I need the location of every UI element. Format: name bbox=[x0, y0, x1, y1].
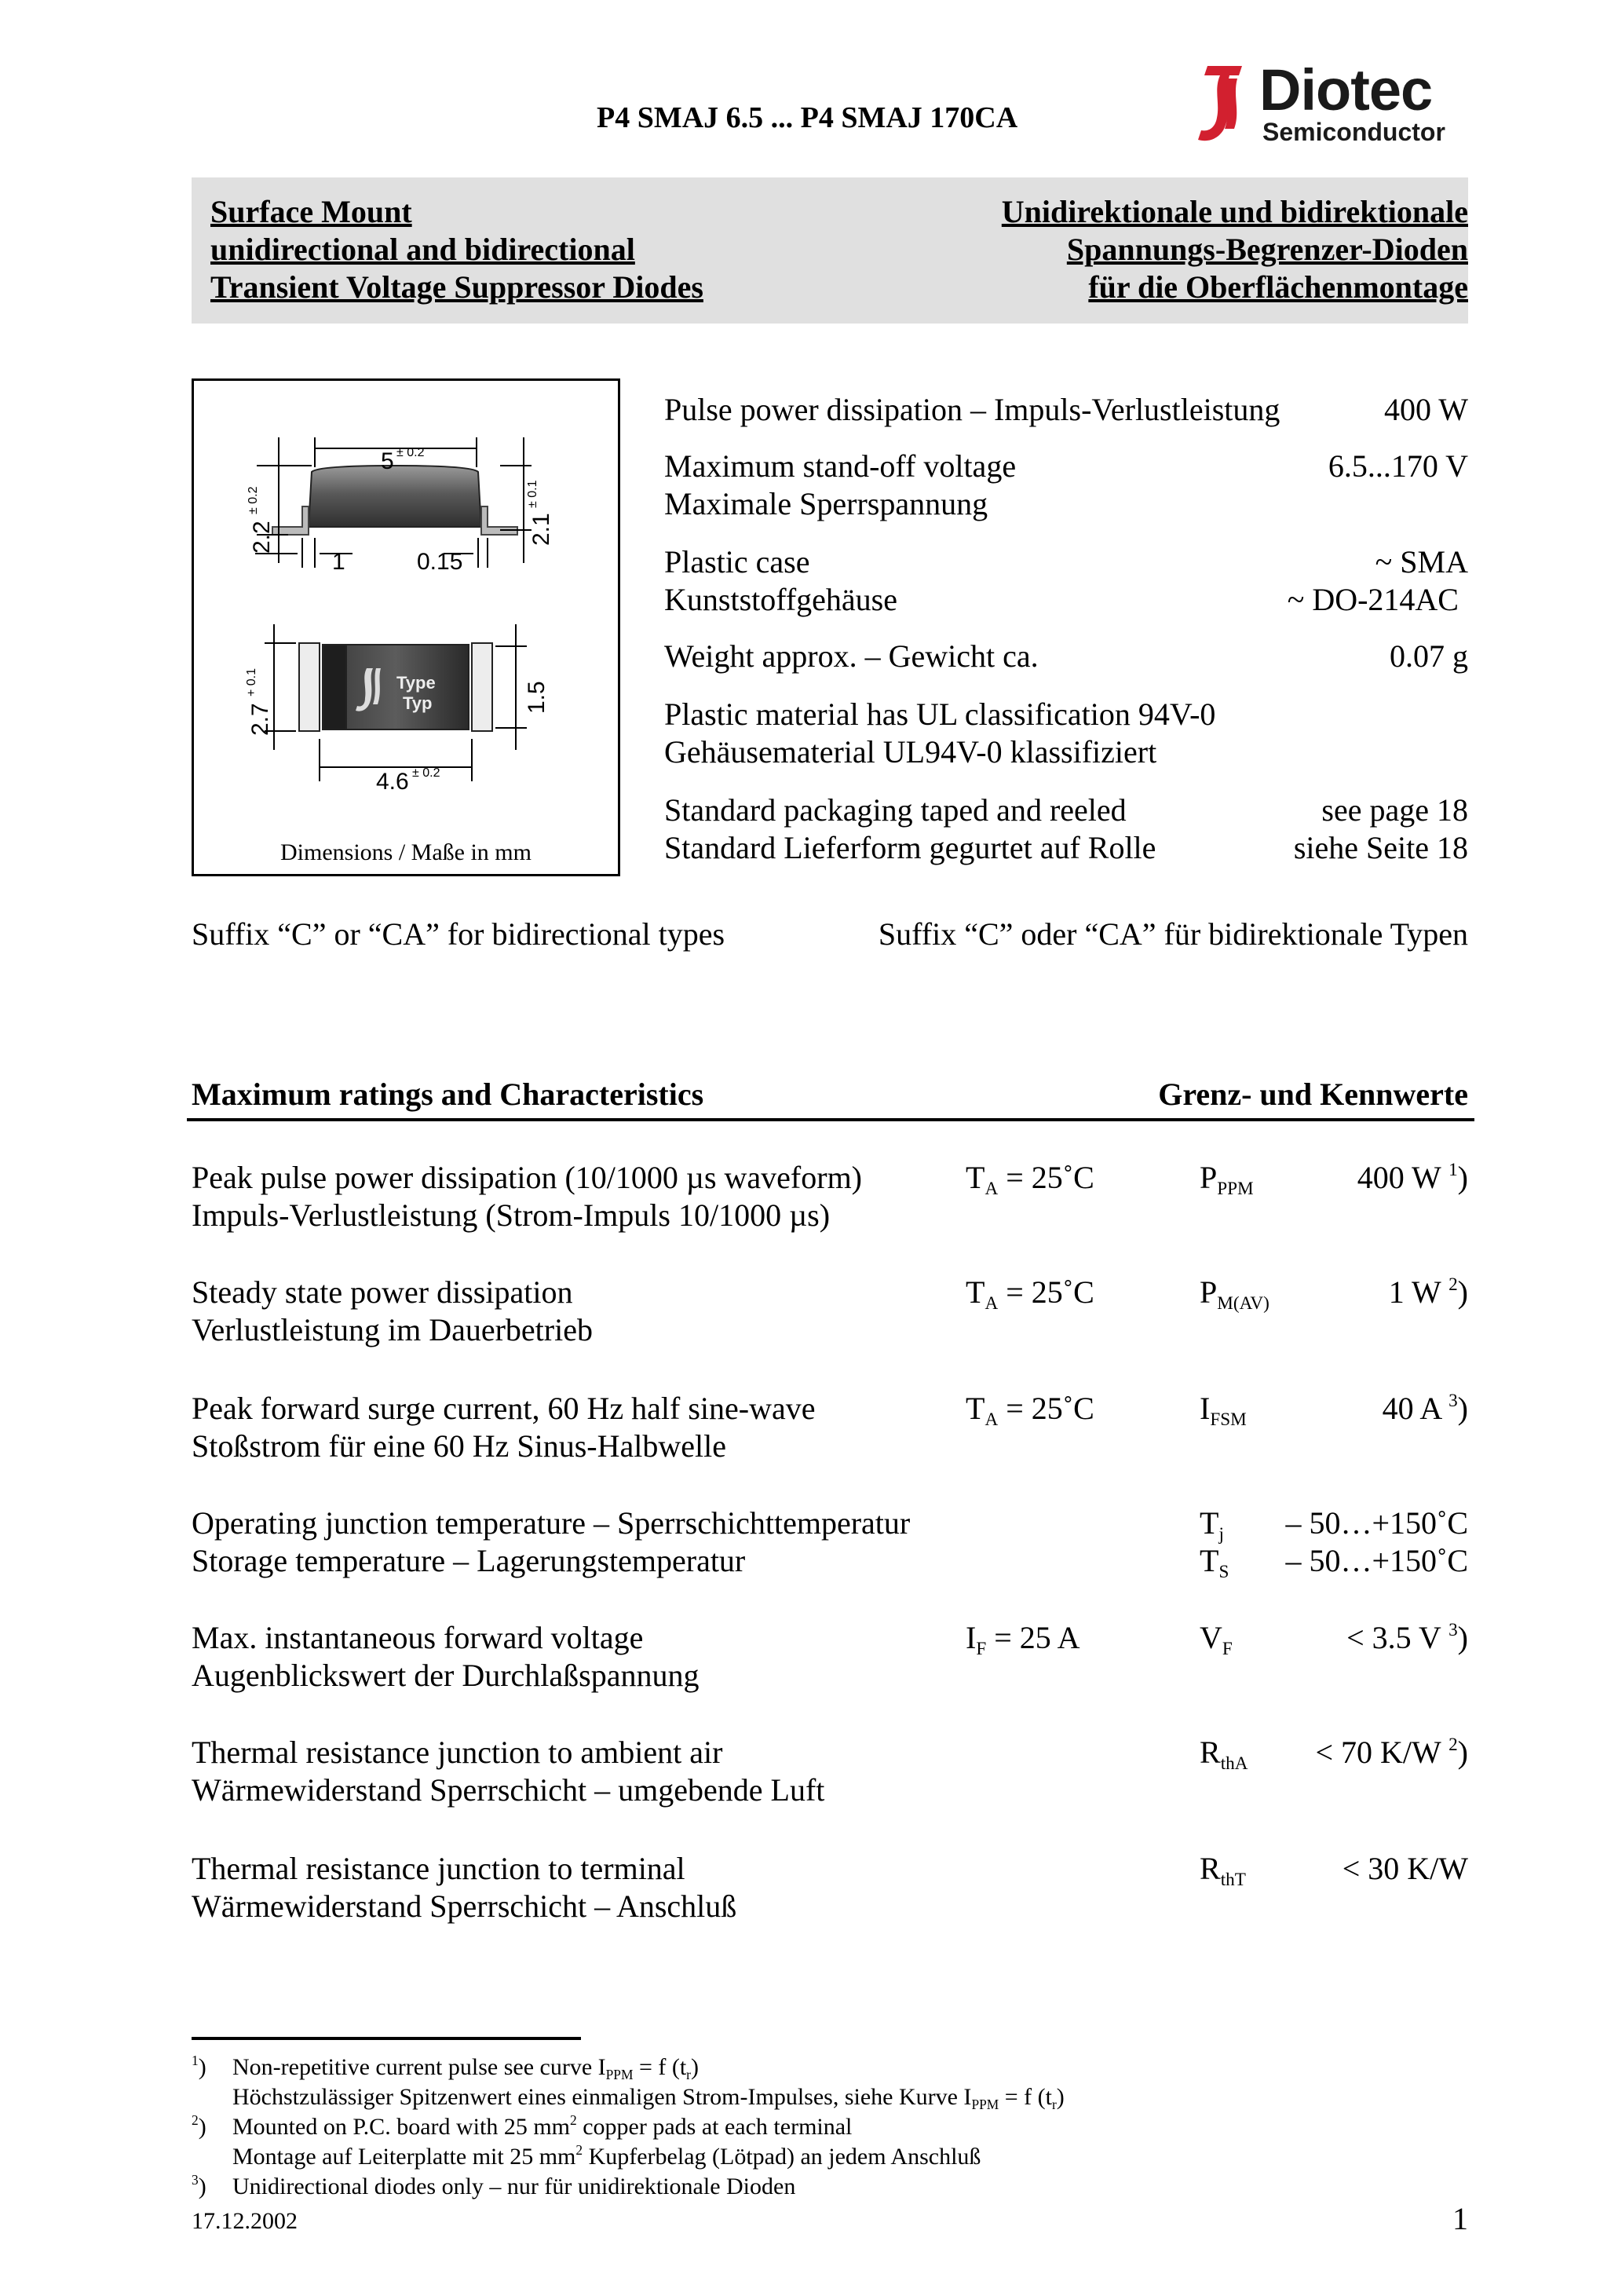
rating-row-1-de: Verlustleistung im Dauerbetrieb bbox=[192, 1312, 593, 1347]
footnote-1-marker: $^1$) bbox=[192, 2052, 206, 2080]
footnote-2-de: Montage auf Leiterplatte mit 25 $mm^2$ Kupferbelag (Lötpad) an jedem Anschluß bbox=[232, 2141, 981, 2170]
dim-left-height: 2.2 bbox=[249, 521, 275, 554]
rating-row-0-condition: $T_A$ = 25˚C bbox=[966, 1160, 1094, 1200]
dim-top-width-tol: ± 0.2 bbox=[396, 446, 425, 459]
rating-row-6-symbol: $R_{thT}$ bbox=[1200, 1851, 1246, 1891]
spec-weight-label: Weight approx. – Gewicht ca. bbox=[664, 638, 1039, 674]
rating-row-2-value: 40 A $^3$) bbox=[1382, 1390, 1468, 1426]
dim-bottom-height-tol: + 0.1 bbox=[245, 667, 258, 696]
rating-row-5-symbol: $R_{thA}$ bbox=[1200, 1735, 1248, 1775]
spec-weight-value: 0.07 g bbox=[1390, 638, 1468, 674]
spec-packaging-label-de: Standard Lieferform gegurtet auf Rolle bbox=[664, 830, 1156, 865]
footnote-rule bbox=[192, 2037, 581, 2040]
rating-row-0-symbol: $P_{PPM}$ bbox=[1200, 1160, 1254, 1200]
rating-row-3-de: Storage temperature – Lagerungstemperatur bbox=[192, 1543, 746, 1578]
spec-standoff-label-en: Maximum stand-off voltage bbox=[664, 448, 1017, 484]
suffix-note-en: Suffix “C” or “CA” for bidirectional types bbox=[192, 916, 725, 952]
dim-lead-thickness: 0.15 bbox=[417, 549, 463, 575]
dim-bottom-height: 2.7 bbox=[247, 703, 273, 736]
package-dimension-drawing bbox=[194, 381, 618, 874]
diotec-logo-mark-icon bbox=[1193, 61, 1256, 148]
footnote-2-marker: $^2$) bbox=[192, 2111, 206, 2140]
rating-row-6-value: < 30 K/W bbox=[1342, 1851, 1468, 1886]
brand-subtitle: Semiconductor bbox=[1262, 118, 1445, 146]
rating-row-3-value-2: – 50…+150˚C bbox=[1285, 1543, 1468, 1578]
rating-row-2-symbol: $I_{FSM}$ bbox=[1200, 1391, 1247, 1431]
spec-packaging-value-de: siehe Seite 18 bbox=[1293, 830, 1468, 865]
spec-standoff-value: 6.5...170 V bbox=[1328, 448, 1468, 484]
rating-row-5-value: < 70 K/W $^2$) bbox=[1315, 1734, 1468, 1770]
rating-row-2-condition: $T_A$ = 25˚C bbox=[966, 1391, 1094, 1431]
footnote-2-en: Mounted on P.C. board with 25 $mm^2$ copper pads at each terminal bbox=[232, 2111, 853, 2140]
dim-top-width: 5 bbox=[381, 448, 394, 474]
band-left-line-2: unidirectional and bidirectional bbox=[210, 232, 635, 267]
suffix-note-de: Suffix “C” oder “CA” für bidirektionale Typen bbox=[878, 916, 1468, 952]
rating-row-0-de: Impuls-Verlustleistung (Strom-Impuls 10/1000 µs) bbox=[192, 1197, 831, 1233]
band-right-line-3: für die Oberflächenmontage bbox=[1088, 269, 1468, 305]
rating-row-6-de: Wärmewiderstand Sperrschicht – Anschluß bbox=[192, 1888, 737, 1924]
spec-ul-label-en: Plastic material has UL classification 94V-0 bbox=[664, 696, 1216, 732]
dim-bottom-width-tol: ± 0.2 bbox=[412, 766, 440, 780]
document-title: P4 SMAJ 6.5 ... P4 SMAJ 170CA bbox=[597, 101, 1018, 134]
footer-date: 17.12.2002 bbox=[192, 2208, 298, 2234]
band-right-line-2: Spannungs-Begrenzer-Dioden bbox=[1066, 232, 1468, 267]
band-right-line-1: Unidirektionale und bidirektionale bbox=[1001, 194, 1468, 229]
dim-left-height-tol: ± 0.2 bbox=[247, 486, 260, 514]
package-caption: Dimensions / Maße in mm bbox=[280, 839, 532, 865]
footnote-1-de: Höchstzulässiger Spitzenwert eines einmaligen Strom-Impulses, siehe Kurve $I_{PPM} = f$ $(t_r)$ bbox=[232, 2084, 1065, 2113]
ratings-heading-en: Maximum ratings and Characteristics bbox=[192, 1077, 704, 1112]
diotec-logo bbox=[1193, 57, 1476, 148]
footnote-3-marker: $^3$) bbox=[192, 2171, 206, 2199]
rating-row-0-value: 400 W $^1$) bbox=[1357, 1159, 1468, 1195]
ratings-heading-de: Grenz- und Kennwerte bbox=[1158, 1077, 1468, 1112]
brand-name: Diotec bbox=[1259, 57, 1433, 122]
footnote-3-text: Unidirectional diodes only – nur für unidirektionale Dioden bbox=[232, 2174, 796, 2199]
rating-row-4-condition: $I_F = 25$ A bbox=[966, 1620, 1080, 1660]
spec-pulse-power-label: Pulse power dissipation – Impuls-Verlustleistung bbox=[664, 392, 1280, 427]
footnote-1-en: Non-repetitive current pulse see curve $I_{PPM} = f$ $(t_r)$ bbox=[232, 2054, 699, 2083]
rating-row-4-de: Augenblickswert der Durchlaßspannung bbox=[192, 1658, 700, 1693]
dim-lead-length: 1 bbox=[332, 549, 345, 575]
rating-row-3-symbol-2: $T_S$ bbox=[1200, 1543, 1229, 1583]
spec-packaging-label-en: Standard packaging taped and reeled bbox=[664, 792, 1127, 828]
package-drawing-frame bbox=[192, 378, 620, 876]
marking-typ: Typ bbox=[403, 693, 433, 713]
spec-pulse-power-value: 400 W bbox=[1383, 392, 1468, 427]
rating-row-4-en: Max. instantaneous forward voltage bbox=[192, 1620, 644, 1655]
rating-row-4-symbol: $V_F$ bbox=[1200, 1620, 1233, 1660]
rating-row-1-en: Steady state power dissipation bbox=[192, 1274, 573, 1310]
spec-case-label-de: Kunststoffgehäuse bbox=[664, 582, 897, 617]
rating-row-2-de: Stoßstrom für eine 60 Hz Sinus-Halbwelle bbox=[192, 1428, 726, 1464]
rating-row-1-condition: $T_A$ = 25˚C bbox=[966, 1274, 1094, 1314]
rating-row-3-en: Operating junction temperature – Sperrschichttemperatur bbox=[192, 1505, 911, 1541]
dim-right-height: 2.1 bbox=[528, 513, 554, 546]
band-left-line-1: Surface Mount bbox=[210, 194, 412, 229]
rating-row-3-value: – 50…+150˚C bbox=[1285, 1505, 1468, 1541]
rating-row-6-en: Thermal resistance junction to terminal bbox=[192, 1851, 685, 1886]
dim-bottom-right: 1.5 bbox=[524, 681, 550, 714]
spec-ul-label-de: Gehäusematerial UL94V-0 klassifiziert bbox=[664, 734, 1157, 770]
rating-row-2-en: Peak forward surge current, 60 Hz half sine-wave bbox=[192, 1391, 816, 1426]
rating-row-1-symbol: $P_{M(AV)}$ bbox=[1200, 1274, 1269, 1314]
rating-row-1-value: 1 W $^2$) bbox=[1388, 1274, 1468, 1310]
footer-page-number: 1 bbox=[1452, 2201, 1468, 2236]
rating-row-0-en: Peak pulse power dissipation (10/1000 µs waveform) bbox=[192, 1160, 863, 1195]
ratings-rule bbox=[187, 1118, 1474, 1121]
band-left-line-3: Transient Voltage Suppressor Diodes bbox=[210, 269, 703, 305]
dim-bottom-width: 4.6 bbox=[376, 769, 409, 795]
rating-row-5-en: Thermal resistance junction to ambient air bbox=[192, 1735, 723, 1770]
spec-standoff-label-de: Maximale Sperrspannung bbox=[664, 486, 988, 521]
spec-case-label-en: Plastic case bbox=[664, 544, 810, 579]
rating-row-4-value: < 3.5 V $^3$) bbox=[1346, 1619, 1468, 1655]
spec-case-value-2: ~ DO-214AC bbox=[1287, 582, 1459, 617]
dim-right-height-tol: ± 0.1 bbox=[526, 480, 539, 508]
rating-row-3-symbol: $T_j$ bbox=[1200, 1505, 1224, 1545]
spec-packaging-value-en: see page 18 bbox=[1321, 792, 1468, 828]
spec-case-value-1: ~ SMA bbox=[1375, 544, 1468, 579]
marking-type: Type bbox=[396, 673, 436, 693]
rating-row-5-de: Wärmewiderstand Sperrschicht – umgebende Luft bbox=[192, 1772, 825, 1808]
